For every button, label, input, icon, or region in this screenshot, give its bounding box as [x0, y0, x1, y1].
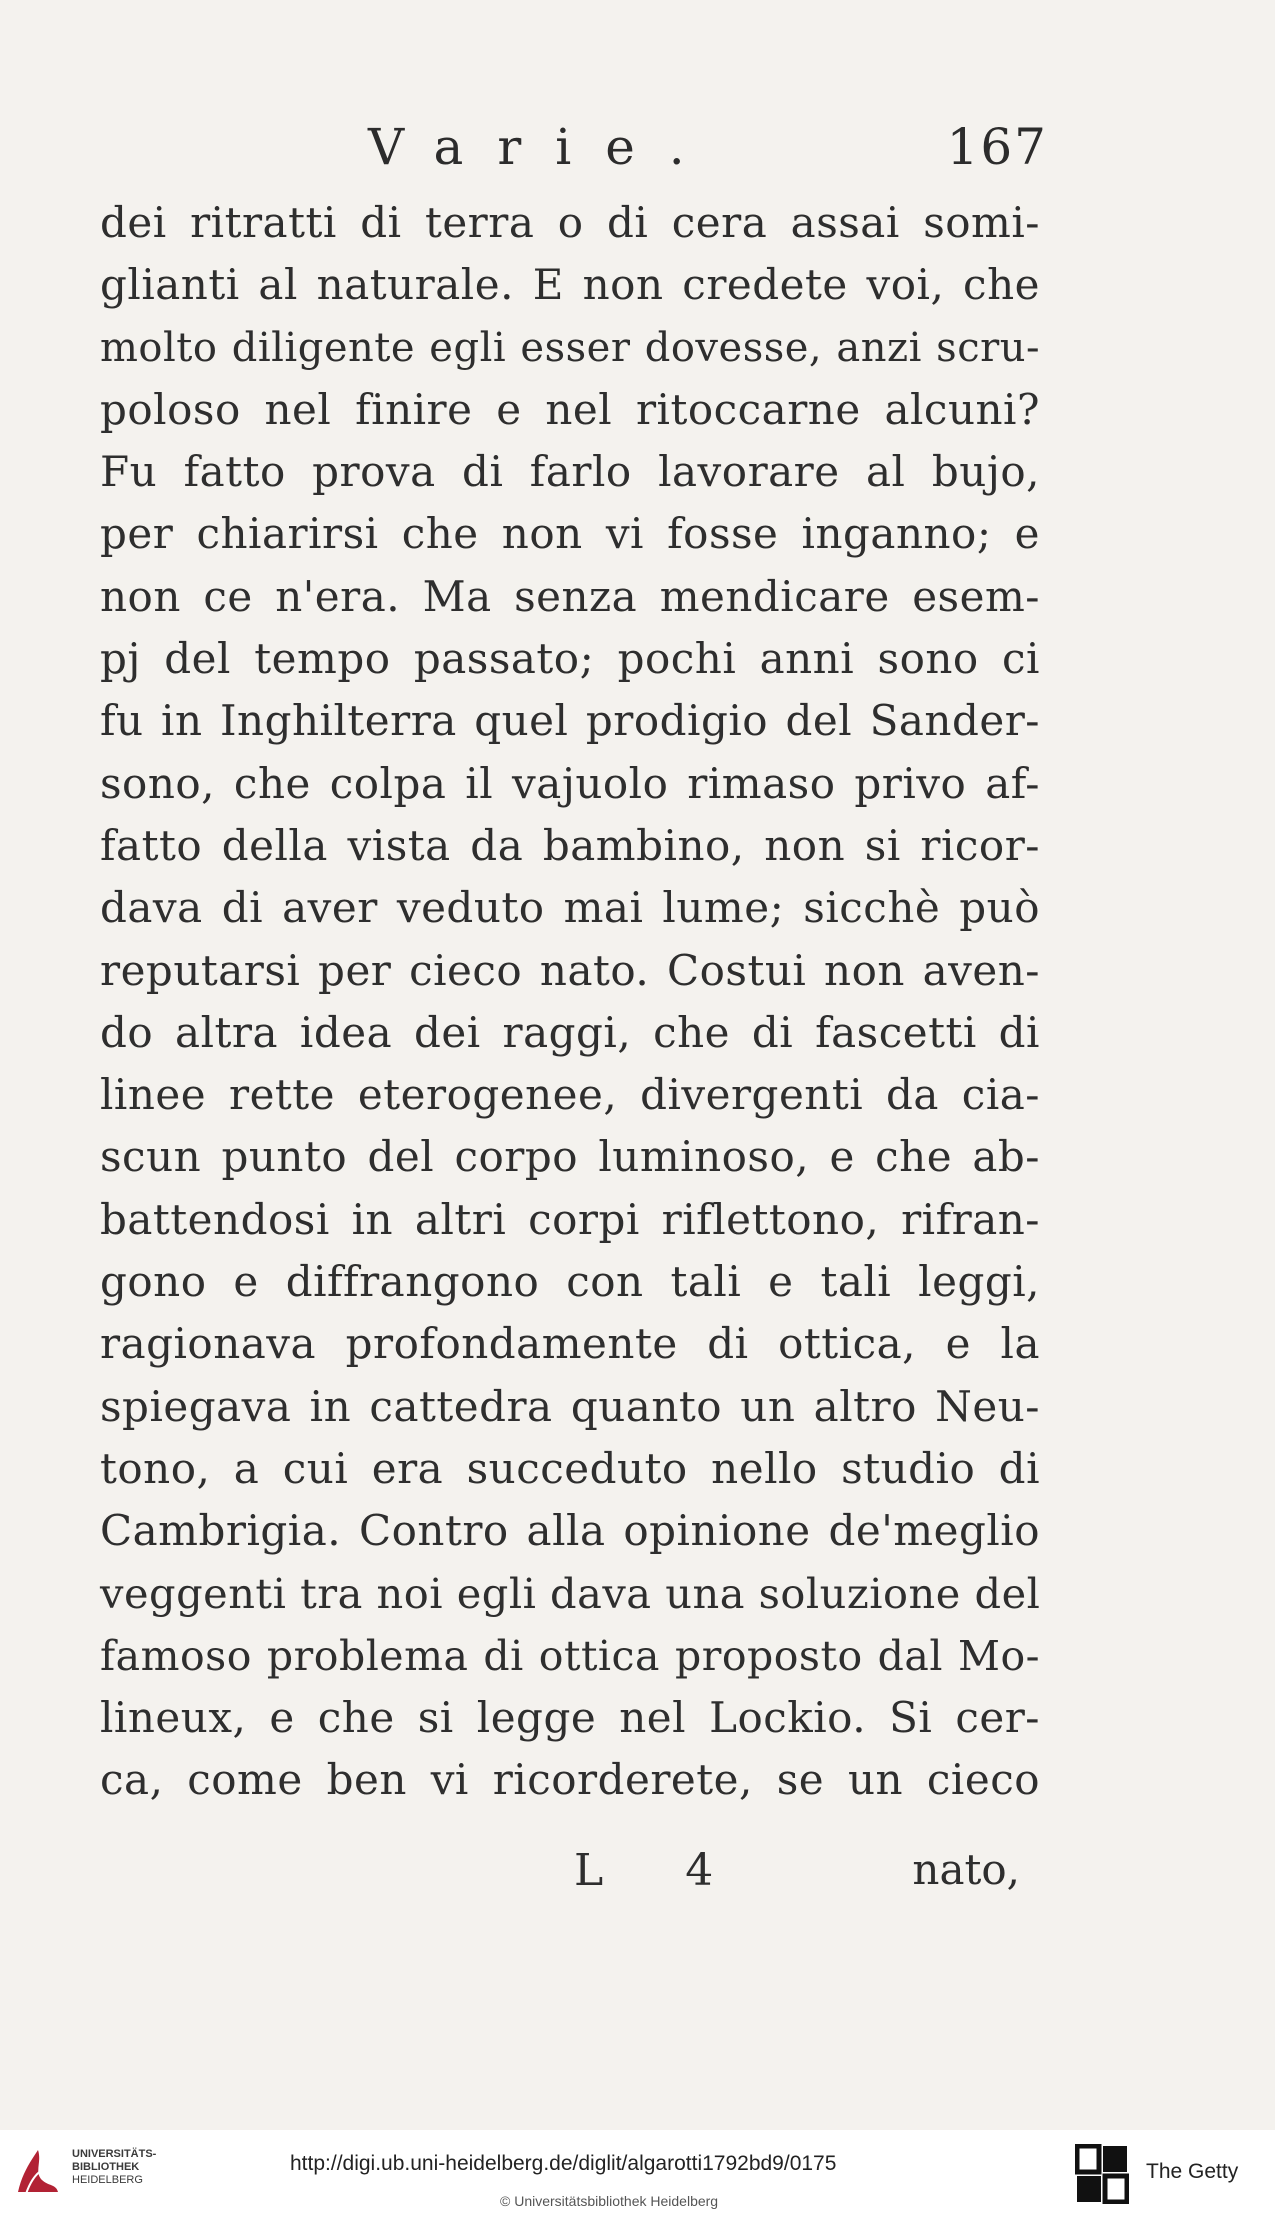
copyright-notice: © Universitätsbibliothek Heidelberg — [500, 2193, 719, 2209]
running-head — [368, 118, 1048, 188]
text-line: per chiarirsi che non vi fosse inganno; e — [100, 509, 1040, 559]
institution-line: UNIVERSITÄTS- — [72, 2148, 157, 2160]
text-line: tono, a cui era succeduto nello studio di — [100, 1443, 1040, 1493]
page-foot — [100, 1845, 1040, 1905]
permalink-url[interactable]: http://digi.ub.uni-heidelberg.de/diglit/algarotti1792bd9/0175 — [290, 2152, 837, 2175]
text-line: dei ritratti di terra o di cera assai somi- — [100, 198, 1040, 247]
institution-line: BIBLIOTHEK — [72, 2161, 140, 2173]
signature-mark: L 4 — [574, 1845, 748, 1896]
text-line: molto diligente egli esser dovesse, anzi scru- — [100, 324, 1040, 371]
institution-line: HEIDELBERG — [72, 2174, 143, 2186]
text-line: non ce n'era. Ma senza mendicare esem- — [100, 571, 1040, 621]
institution-name — [72, 2148, 156, 2187]
getty-logo-icon — [1075, 2144, 1129, 2204]
text-line: veggenti tra noi egli dava una soluzione del — [100, 1568, 1041, 1618]
text-line: scun punto del corpo luminoso, e che ab- — [100, 1132, 1040, 1182]
text-line: Fu fatto prova di farlo lavorare al bujo, — [100, 447, 1040, 497]
text-line: fatto della vista da bambino, non si ricor- — [100, 820, 1040, 870]
text-line: gono e diffrangono con tali e tali leggi, — [100, 1257, 1040, 1307]
catchword: nato, — [912, 1845, 1020, 1894]
text-line: lineux, e che si legge nel Lockio. Si cer- — [100, 1693, 1040, 1743]
text-line: ca, come ben vi ricorderete, se un cieco — [100, 1755, 1040, 1805]
text-line: fu in Inghilterra quel prodigio del Sander- — [100, 696, 1040, 746]
text-line: ragionava profondamente di ottica, e la — [100, 1319, 1040, 1369]
running-head-title: Varie. — [368, 118, 719, 176]
text-line: battendosi in altri corpi riflettono, rifran- — [100, 1194, 1040, 1244]
text-line: glianti al naturale. E non credete voi, che — [100, 260, 1040, 310]
text-line: pj del tempo passato; pochi anni sono ci — [100, 634, 1040, 684]
text-line: reputarsi per cieco nato. Costui non aven- — [100, 945, 1040, 995]
text-line: Cambrigia. Contro alla opinione de'meglio — [100, 1506, 1040, 1556]
viewer-footer — [0, 2130, 1275, 2224]
page-number: 167 — [946, 118, 1048, 176]
text-line: sono, che colpa il vajuolo rimaso privo af- — [100, 758, 1040, 808]
body-text — [100, 192, 1040, 1812]
text-line: spiegava in cattedra quanto un altro Neu- — [100, 1381, 1040, 1431]
university-library-logo-icon — [12, 2144, 64, 2200]
text-line: dava di aver veduto mai lume; sicchè può — [100, 883, 1040, 933]
text-line: poloso nel finire e nel ritoccarne alcuni? — [100, 384, 1040, 434]
partner-name: The Getty — [1146, 2160, 1239, 2183]
text-line: do altra idea dei raggi, che di fascetti di — [100, 1007, 1040, 1057]
text-line: famoso problema di ottica proposto dal Mo- — [100, 1631, 1040, 1680]
text-line: linee rette eterogenee, divergenti da cia- — [100, 1070, 1040, 1120]
